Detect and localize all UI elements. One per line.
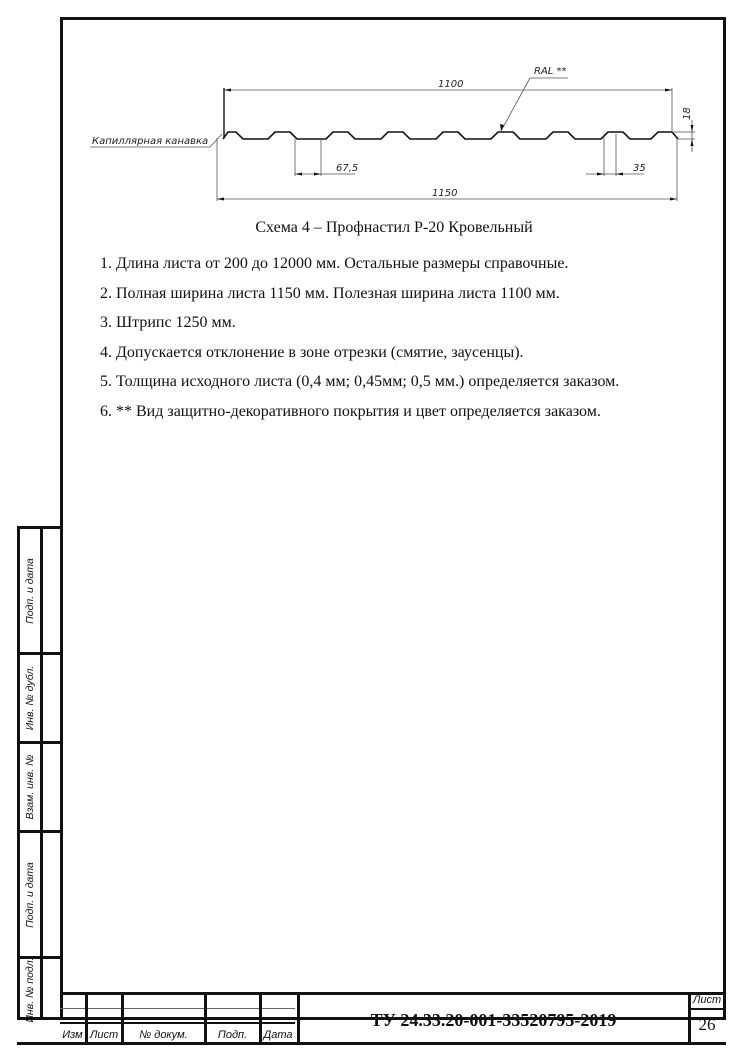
notes-list	[100, 249, 619, 426]
label-67-5: 67,5	[336, 163, 359, 174]
arrow	[314, 173, 321, 176]
note-item: 2. Полная ширина листа 1150 мм. Полезная ширина листа 1100 мм.	[100, 284, 560, 302]
side-cell-value	[40, 833, 63, 959]
grid-line	[259, 992, 262, 1042]
document-code: ТУ 24.33.20-001-33520795-2019	[297, 992, 687, 1042]
sheet-box	[688, 992, 723, 1042]
side-cell: Подп. и дата	[20, 529, 40, 655]
profile-outline	[223, 132, 678, 139]
note-item: 3. Штрипс 1250 мм.	[100, 314, 236, 331]
title-block-bottom-border	[17, 1042, 726, 1045]
sheet-label: Лист	[692, 994, 722, 1006]
side-cell-value	[40, 655, 63, 744]
column-date: Дата	[263, 1029, 293, 1041]
column-list: Лист	[89, 1029, 119, 1041]
column-izm: Изм	[62, 1029, 83, 1041]
arrow	[217, 198, 224, 201]
arrow	[691, 125, 694, 132]
side-cell: Инв. № дубл.	[20, 655, 40, 744]
side-cell: Подп. и дата	[20, 833, 40, 959]
grid-line	[85, 992, 88, 1042]
label-35: 35	[633, 163, 646, 174]
side-cell-value	[40, 744, 63, 833]
leader-groove-tip	[210, 134, 222, 147]
arrow	[670, 198, 677, 201]
side-cell: Инв. № подл.	[24, 956, 36, 1023]
dim-arrows	[217, 89, 694, 201]
arrow	[665, 89, 672, 92]
note-item: 4. Допускается отклонение в зоне отрезки (смятие, заусенцы).	[100, 343, 524, 361]
label-1100: 1100	[438, 79, 464, 90]
leader-ral-tip	[501, 78, 530, 131]
arrow	[616, 173, 623, 176]
profile-drawing	[0, 0, 748, 215]
grid-line	[121, 992, 124, 1042]
arrow	[691, 139, 694, 146]
label-1150: 1150	[432, 188, 458, 199]
column-doc-number: № докум.	[139, 1029, 188, 1041]
sheet-number: 26	[691, 1008, 723, 1038]
column-signature: Подп.	[217, 1029, 248, 1041]
side-stamp	[17, 526, 63, 1023]
arrow	[597, 173, 604, 176]
figure-caption: Схема 4 – Профнастил Р-20 Кровельный	[255, 219, 533, 236]
note-item: 1. Длина листа от 200 до 12000 мм. Остальные размеры справочные.	[100, 255, 569, 272]
title-block	[60, 992, 726, 1041]
note-item: 5. Толщина исходного листа (0,4 мм; 0,45мм; 0,5 мм.) определяется заказом.	[100, 373, 620, 390]
label-ral: RAL **	[534, 66, 567, 77]
note-item: 6. ** Вид защитно-декоративного покрытия и цвет определяется заказом.	[100, 402, 601, 420]
side-cell: Взам. инв. №	[20, 744, 40, 833]
arrow	[295, 173, 302, 176]
label-18: 18	[682, 107, 693, 120]
grid-line	[204, 992, 207, 1042]
label-capillary-groove: Капиллярная канавка	[92, 136, 209, 147]
side-cell-value	[40, 529, 63, 655]
arrow	[224, 89, 231, 92]
